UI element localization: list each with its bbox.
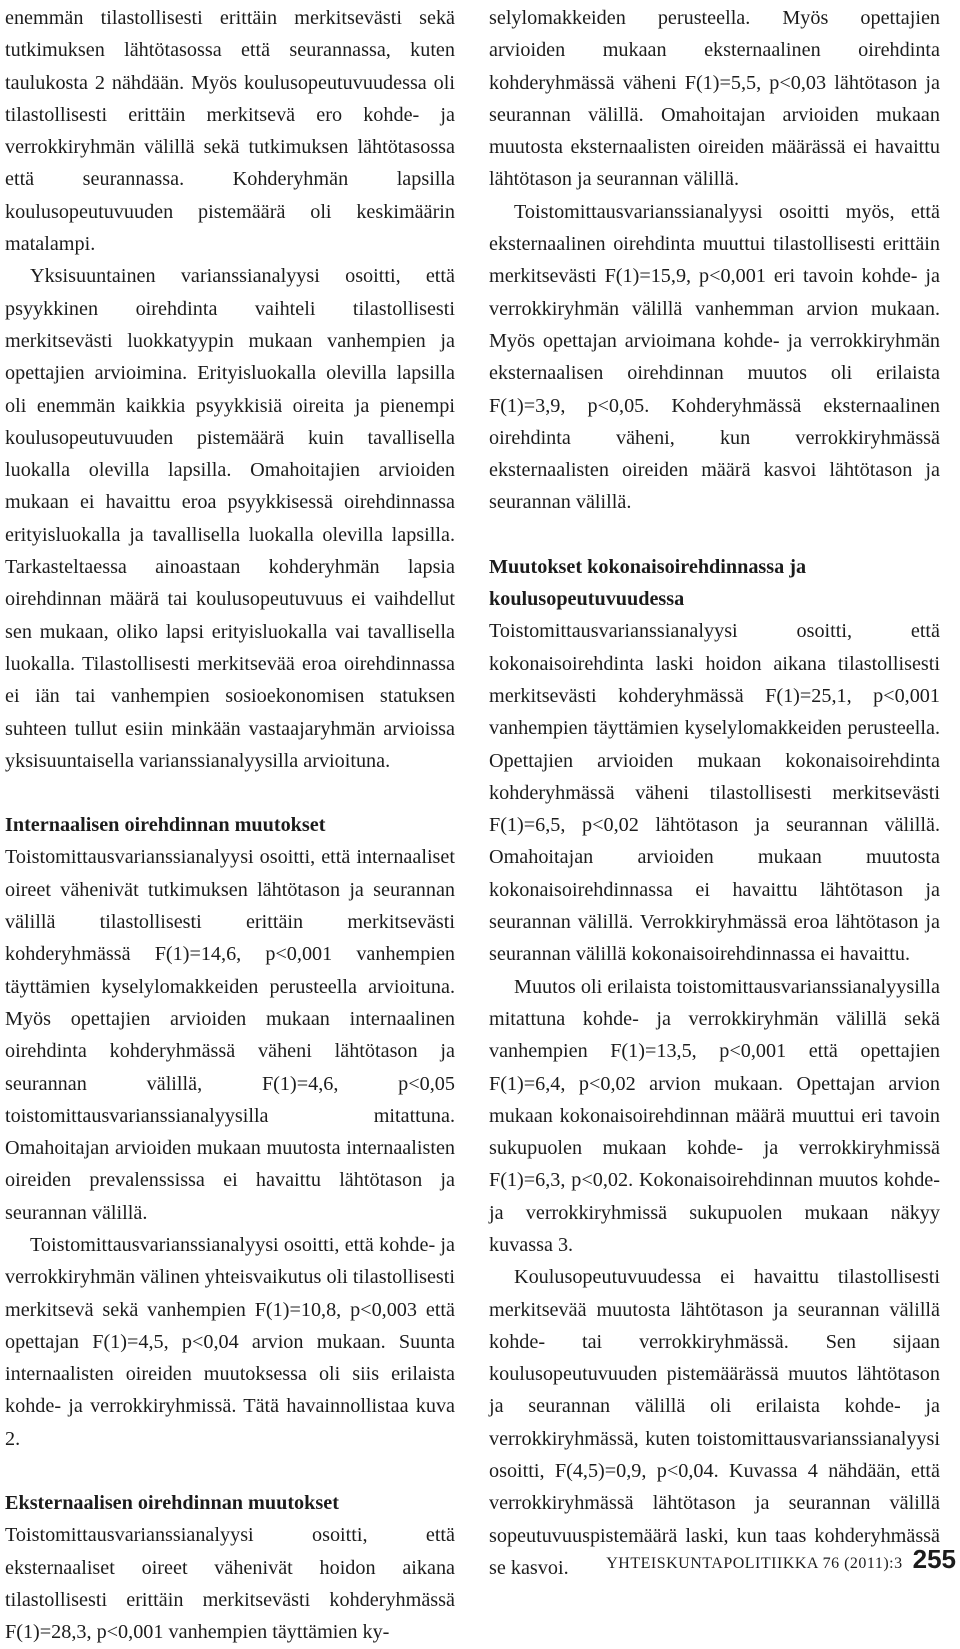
right-paragraph-4: Muutos oli erilaista toistomittausvarianssianalyysilla mitattuna kohde- ja verrokkiryhmän välillä sekä vanhempien F(1)=13,5, p<0,001 että opettajien F(1)=6,4, p<0,02 arvion mukaan. Opettajan arvion mukaan kokonaisoirehdinnan määrä muuttui eri tavoin sukupuolen mukaan kohde- ja verrokkiryhmissä F(1)=6,3, p<0,02. Kokonaisoirehdinnan muutos kohde- ja verrokkiryhmissä sukupuolen mukaan näkyy kuvassa 3. [489, 975, 940, 1256]
page-number: 255 [912, 1544, 956, 1574]
section-heading-total: Muutokset kokonaisoirehdinnassa ja koulusopeutuvuudessa [489, 555, 807, 611]
right-paragraph-2: Toistomittausvarianssianalyysi osoitti myös, että eksternaalinen oirehdinta muuttui tilastollisesti erittäin merkitsevästi F(1)=15,9, p<0,001 eri tavoin kohde- ja verrokkiryhmän välillä vanhemman arvion mukaan. Myös opettajan arvioimana kohde- ja verrokkiryhmän eksternaalisen oirehdinnan muutos oli erilaista F(1)=3,9, p<0,05. Kohderyhmässä eksternaalinen oirehdinta väheni, kun verrokkiryhmässä eksternaalisten oireiden määrä kasvoi lähtötason ja seurannan välillä. [489, 200, 940, 514]
left-paragraph-4: Toistomittausvarianssianalyysi osoitti, että kohde- ja verrokkiryhmän välinen yhteisvaikutus oli tilastollisesti merkitsevä sekä vanhempien F(1)=10,8, p<0,003 että opettajan F(1)=4,5, p<0,04 arvion mukaan. Suunta internaalisten oireiden muutoksessa oli siis erilaista kohde- ja verrokkiryhmissä. Tätä havainnollistaa kuva 2. [5, 1233, 455, 1450]
section-heading-external: Eksternaalisen oirehdinnan muutokset [5, 1492, 339, 1515]
right-column [489, 2, 940, 1584]
left-column [5, 2, 455, 1649]
page-footer [606, 1544, 956, 1575]
left-paragraph-1: enemmän tilastollisesti erittäin merkitsevästi sekä tutkimuksen lähtötasossa että seurannassa, kuten taulukosta 2 nähdään. Myös koulusopeutuvuudessa oli tilastollisesti erittäin merkitsevä ero kohde- ja verrokkiryhmän välillä sekä tutkimuksen lähtötasossa että seurannassa. Kohderyhmän lapsilla koulusopeutuvuuden pistemäärä oli keskimäärin matalampi. [5, 7, 455, 256]
left-paragraph-2: Yksisuuntainen varianssianalyysi osoitti, että psyykkinen oirehdinta vaihteli tilastollisesti merkitsevästi luokkatyypin mukaan vanhempien ja opettajien arvioimina. Erityisluokalla olevilla lapsilla oli enemmän kaikkia psyykkisiä oireita ja pienempi koulusopeutuvuuden pistemäärä kuin tavallisella luokalla olevilla lapsilla. Omahoitajien arvioiden mukaan ei havaittu eroa psyykkisessä oirehdinnassa erityisluokalla ja tavallisella luokalla olevilla lapsilla. Tarkasteltaessa ainoastaan kohderyhmän lapsia oirehdinnan määrä tai koulusopeutuvuus ei vaihdellut sen mukaan, oliko lapsi erityisluokalla vai tavallisella luokalla. Tilastollisesti merkitsevää eroa oirehdinnassa ei iän tai vanhempien sosioekonomisen statuksen suhteen tullut esiin minkään vastaajaryhmän arvioissa yksisuuntaisella varianssianalyysilla arvioituna. [5, 265, 455, 772]
left-paragraph-3: Toistomittausvarianssianalyysi osoitti, että internaaliset oireet vähenivät tutkimuksen lähtötason ja seurannan välillä tilastollisesti erittäin merkitsevästi kohderyhmässä F(1)=14,6, p<0,001 vanhempien täyttämien kyselylomakkeiden perusteella arvioituna. Myös opettajien arvioiden mukaan internaalinen oirehdinta kohderyhmässä väheni lähtötason ja seurannan välillä, F(1)=4,6, p<0,05 toistomittausvarianssianalyysilla mitattuna. Omahoitajan arvioiden mukaan muutosta internaalisten oireiden prevalenssissa ei havaittu lähtötason ja seurannan välillä. [5, 846, 455, 1224]
journal-citation: YHTEISKUNTAPOLITIIKKA 76 (2011):3 [606, 1555, 903, 1572]
right-paragraph-1: selylomakkeiden perusteella. Myös opettajien arvioiden mukaan eksternaalinen oirehdinta kohderyhmässä väheni F(1)=5,5, p<0,03 lähtötason ja seurannan välillä. Omahoitajan arvioiden mukaan muutosta eksternaalisten oireiden määrässä ei havaittu lähtötason ja seurannan välillä. [489, 7, 940, 191]
section-heading-internal: Internaalisen oirehdinnan muutokset [5, 814, 326, 837]
right-paragraph-5: Koulusopeutuvuudessa ei havaittu tilastollisesti merkitsevää muutosta lähtötason ja seurannan välillä kohde- tai verrokkiryhmässä. Sen sijaan koulusopeutuvuuden pistemäärässä muutos lähtötason ja seurannan välillä oli erilaista kohde- ja verrokkiryhmässä, kuten toistomittausvarianssianalyysi osoitti, F(4,5)=0,9, p<0,04. Kuvassa 4 nähdään, että verrokkiryhmässä lähtötason ja seurannan välillä sopeutuvuuspistemäärä laski, kun taas kohderyhmässä se kasvoi. [489, 1266, 940, 1579]
left-paragraph-5: Toistomittausvarianssianalyysi osoitti, että eksternaaliset oireet vähenivät hoidon aikana tilastollisesti erittäin merkitsevästi kohderyhmässä F(1)=28,3, p<0,001 vanhempien täyttämien ky- [5, 1524, 455, 1644]
right-paragraph-3: Toistomittausvarianssianalyysi osoitti, että kokonaisoirehdinta laski hoidon aikana tilastollisesti merkitsevästi kohderyhmässä F(1)=25,1, p<0,001 vanhempien täyttämien kyselylomakkeiden perusteella. Opettajien arvioiden mukaan kokonaisoirehdinta kohderyhmässä väheni tilastollisesti merkitsevästi F(1)=6,5, p<0,02 lähtötason ja seurannan välillä. Omahoitajan arvioiden mukaan muutosta kokonaisoirehdinnassa ei havaittu lähtötason ja seurannan välillä. Verrokkiryhmässä eroa lähtötason ja seurannan välillä kokonaisoirehdinnassa ei havaittu. [489, 620, 940, 966]
